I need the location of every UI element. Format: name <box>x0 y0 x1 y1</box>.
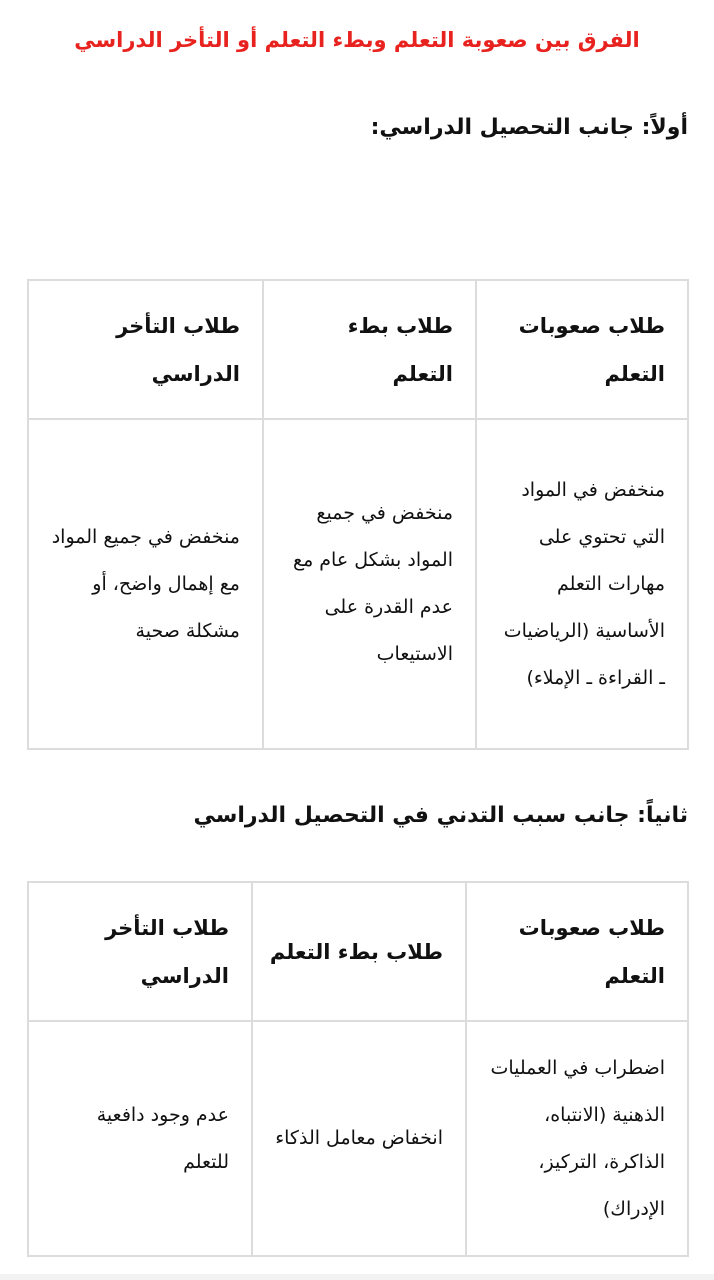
cell-learning-difficulties: اضطراب في العمليات الذهنية (الانتباه، الذاكرة، التركيز، الإدراك) <box>466 1021 688 1256</box>
achievement-comparison-table <box>27 279 689 750</box>
header-slow-learners: طلاب بطء التعلم <box>252 882 466 1021</box>
cell-learning-difficulties: منخفض في المواد التي تحتوي على مهارات التعلم الأساسية (الرياضيات ـ القراءة ـ الإملاء) <box>476 419 688 749</box>
cell-academic-delay: منخفض في جميع المواد مع إهمال واضح، أو مشكلة صحية <box>28 419 263 749</box>
header-academic-delay: طلاب التأخر الدراسي <box>28 280 263 419</box>
cause-comparison-table <box>27 881 689 1257</box>
header-learning-difficulties: طلاب صعوبات التعلم <box>476 280 688 419</box>
cell-slow-learners: منخفض في جميع المواد بشكل عام مع عدم القدرة على الاستيعاب <box>263 419 476 749</box>
bottom-divider <box>0 1274 714 1280</box>
header-slow-learners: طلاب بطء التعلم <box>263 280 476 419</box>
section-heading-cause: ثانياً: جانب سبب التدني في التحصيل الدراسي <box>193 803 688 828</box>
section-heading-achievement: أولاً: جانب التحصيل الدراسي: <box>370 115 688 140</box>
table-header-row <box>28 280 688 419</box>
table-row <box>28 419 688 749</box>
header-academic-delay: طلاب التأخر الدراسي <box>28 882 252 1021</box>
cell-academic-delay: عدم وجود دافعية للتعلم <box>28 1021 252 1256</box>
table-row <box>28 1021 688 1256</box>
table-header-row <box>28 882 688 1021</box>
cell-slow-learners: انخفاض معامل الذكاء <box>252 1021 466 1256</box>
header-learning-difficulties: طلاب صعوبات التعلم <box>466 882 688 1021</box>
page-title: الفرق بين صعوبة التعلم وبطء التعلم أو التأخر الدراسي <box>74 28 640 52</box>
